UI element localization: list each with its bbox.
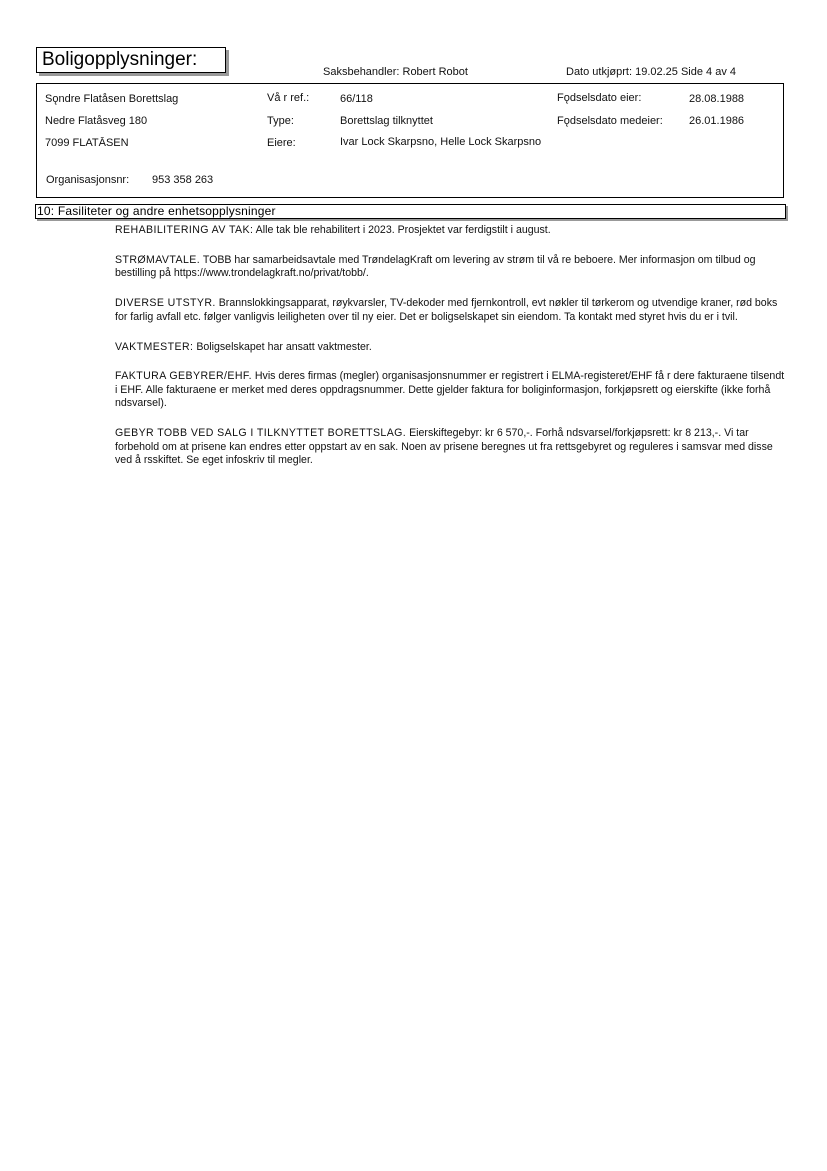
var-ref-label: Vå r ref.: <box>267 92 310 104</box>
fodselsdato-medeier-label: Fǫdselsdato medeier: <box>557 115 663 127</box>
type-value: Borettslag tilknyttet <box>340 115 433 127</box>
var-ref-value: 66/118 <box>340 93 373 105</box>
paragraph-rehabilitering: REHABILITERING AV TAK: Alle tak ble rehabilitert i 2023. Prosjektet var ferdigstilt i august. <box>115 224 551 236</box>
fodselsdato-eier-label: Fǫdselsdato eier: <box>557 92 642 104</box>
fodselsdato-eier-value: 28.08.1988 <box>689 93 745 105</box>
address-line-2: Nedre Flatåsveg 180 <box>45 115 148 127</box>
paragraph-faktura-gebyrer: FAKTURA GEBYRER/EHF. Hvis deres firmas (megler) organisasjonsnummer er registrert i ELMA-registeret/EHF få r dere fakturaene tilsendt i EHF. Alle fakturaene er merket med deres oppdragsnummer. Dette gjelder faktura for boliginformasjon, forkjøpsrett og eierskifte (ikke forhå ndsvarsel). <box>115 370 785 410</box>
orgnr-value: 953 358 263 <box>152 174 214 186</box>
paragraph-diverse-utstyr: DIVERSE UTSTYR. Brannslokkingsapparat, røykvarsler, TV-dekoder med fjernkontroll, evt nøkler til tørkerom og utvendige kraner, rød boks for farlig avfall etc. følger vanligvis leiligheten over til ny eier. Det er boligselskapet sin eiendom. Ta kontakt med styret hvis du er i tvil. <box>115 297 778 323</box>
paragraph-stromavtale: STRØMAVTALE. TOBB har samarbeidsavtale med TrøndelagKraft om levering av strøm til vå re beboere. Mer informasjon om tilbud og bestilling på https://www.trondelagkraft.no/privat/tobb/. <box>115 253 756 280</box>
paragraph-gebyr-tobb: GEBYR TOBB VED SALG I TILKNYTTET BORETTSLAG. Eierskiftegebyr: kr 6 570,-. Forhå ndsvarsel/forkjøpsrett: kr 8 213,-. Vi tar forbehold om at prisene kan endres etter oppstart av en sak. Noen av prisene beregnes ut fra rettsgebyret og reguleres i samsvar med disse ved å rsskiftet. Se eget infoskriv til megler. <box>115 427 773 466</box>
page-title: Boligopplysninger: <box>36 47 226 73</box>
fodselsdato-medeier-value: 26.01.1986 <box>689 115 745 127</box>
section-heading: 10: Fasiliteter og andre enhetsopplysninger <box>35 204 786 219</box>
date-page-text: Dato utkjøprt: 19.02.25 Side 4 av 4 <box>566 66 736 78</box>
paragraph-vaktmester: VAKTMESTER: Boligselskapet har ansatt vaktmester. <box>115 340 372 353</box>
facilities-content <box>115 224 787 484</box>
address-line-3: 7099 FLATĀSEN <box>45 137 129 149</box>
type-label: Type: <box>267 115 294 127</box>
saksbehandler-text: Saksbehandler: Robert Robot <box>323 66 468 78</box>
orgnr-label: Organisasjonsnr: <box>46 174 130 186</box>
address-line-1: Sǫndre Flatåsen Borettslag <box>45 93 179 105</box>
eiere-value: Ivar Lock Skarpsno, Helle Lock Skarpsno <box>340 136 542 148</box>
eiere-label: Eiere: <box>267 137 296 149</box>
